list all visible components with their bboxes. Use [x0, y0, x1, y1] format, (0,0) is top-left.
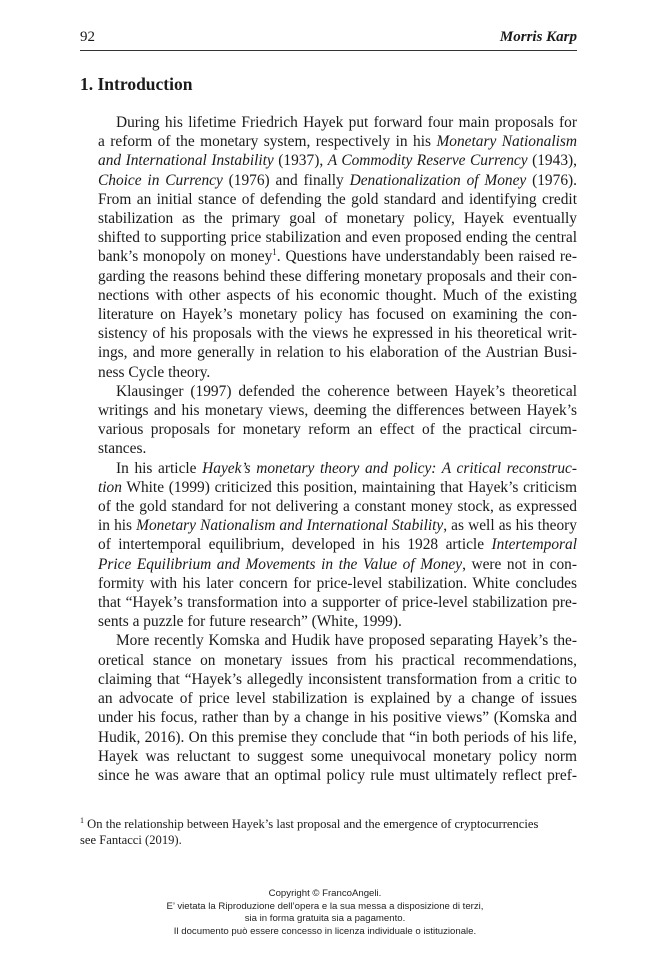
text-line: oretical stance on monetary issues from his practical recommendations, [98, 651, 577, 669]
text-line: More recently Komska and Hudik have proposed separating Hayek’s the- [116, 632, 577, 650]
text-line: of intertemporal equilibrium, developed in his 1928 article Intertemporal [98, 536, 577, 554]
text-line: under his focus, rather than by a change in his positive views” (Komska and [98, 709, 577, 727]
italic-title: tion [98, 478, 122, 496]
text-line: that “Hayek’s transformation into a supporter of price-level stabilization pre- [98, 594, 577, 612]
footnote-line: $^1$ On the relationship between Hayek’s last proposal and the emergence of cryptocurrencies [80, 816, 539, 831]
text-line: During his lifetime Friedrich Hayek put forward four main proposals for [116, 114, 577, 131]
text-line: writings and his monetary views, deeming the differences between Hayek’s [98, 402, 577, 420]
italic-title: A Commodity Reserve Currency [327, 152, 528, 170]
text-line: stances. [98, 440, 147, 458]
copyright-line: sia in forma gratuita sia a pagamento. [244, 913, 406, 924]
section-heading: 1. Introduction [80, 74, 193, 94]
italic-title: Monetary Nationalism [436, 133, 577, 151]
text-line: stabilization as the primary goal of monetary policy, Hayek eventually [98, 210, 577, 228]
text-line: formity with his later concern for price-level stabilization. White concludes [98, 574, 577, 592]
copyright-line: Il documento può essere concesso in licenza individuale o istituzionale. [173, 925, 477, 937]
text-line: bank’s monopoly on money$^1$. Questions have understandably been raised re- [98, 247, 577, 266]
text-line: Hudik, 2016). On this premise they conclude that “in both periods of his life, [98, 728, 577, 746]
text-line: claiming that “Hayek’s allegedly inconsistent transformation from a critic to [98, 670, 577, 688]
text-line: garding the reasons behind these differing monetary proposals and their con- [98, 267, 577, 285]
text-line: various proposals for monetary reform an effect of the practical circum- [98, 421, 577, 439]
text-line: shifted to supporting price stabilization and even proposed ending the central [98, 229, 577, 247]
text-line: Price Equilibrium and Movements in the Value of Money, were not in con- [98, 555, 577, 573]
running-author: Morris Karp [499, 29, 577, 45]
page-number: 92 [80, 29, 95, 45]
body-text [80, 113, 577, 785]
text-line: nections with other aspects of his economic thought. Much of the existing [98, 286, 577, 304]
italic-title: Choice in Currency [98, 171, 223, 189]
running-header [80, 29, 577, 51]
footnote-number: 1 [80, 816, 84, 825]
paragraph [80, 113, 577, 382]
italic-title: Hayek’s monetary theory and policy: A critical reconstruc- [202, 459, 577, 477]
footnote-line: see Fantacci (2019). [80, 833, 182, 847]
text-line: tion White (1999) criticized this position, maintaining that Hayek’s criticism [98, 478, 577, 496]
text-line: From an initial stance of defending the gold standard and identifying credit [98, 190, 577, 208]
copyright-notice [0, 888, 650, 938]
text-line: ings, and more generally in relation to his elaboration of the Austrian Busi- [98, 344, 577, 362]
italic-title: Intertemporal [491, 536, 577, 554]
text-line: an advocate of price level stabilization is explained by a change of issues [98, 690, 577, 708]
text-line: in his Monetary Nationalism and International Stability, as well as his theory [98, 517, 577, 535]
text-line: Klausinger (1997) defended the coherence between Hayek’s theoretical [116, 382, 577, 400]
paragraph [80, 382, 577, 459]
text-line: and International Instability (1937), A Commodity Reserve Currency (1943), [98, 152, 577, 170]
italic-title: Denationalization of Money [349, 171, 527, 189]
copyright-line: E’ vietata la Riproduzione dell’opera e la sua messa a disposizione di terzi, [166, 900, 484, 912]
italic-title: Monetary Nationalism and International Stability [136, 517, 444, 535]
text-line: sistency of his proposals with the views he expressed in his theoretical writ- [98, 325, 577, 343]
text-line: literature on Hayek’s monetary policy has focused on examining the con- [98, 306, 577, 324]
text-line: since he was aware that an optimal policy rule must ultimately reflect pref- [98, 766, 577, 784]
copyright-line: Copyright © FrancoAngeli. [268, 888, 382, 899]
text-line: Choice in Currency (1976) and finally Denationalization of Money (1976). [98, 171, 577, 189]
text-line: ness Cycle theory. [98, 363, 211, 381]
italic-title: and International Instability [98, 152, 274, 170]
paragraph [80, 631, 577, 785]
text-line: Hayek was reluctant to suggest some unequivocal monetary policy norm [98, 747, 577, 765]
footnote-marker: 1 [272, 247, 277, 258]
text-line: sents a puzzle for future research” (White, 1999). [98, 613, 402, 631]
text-line: of the gold standard for not delivering a constant money stock, as expressed [98, 498, 577, 516]
paragraph [80, 459, 577, 632]
text-line: In his article Hayek’s monetary theory and policy: A critical reconstruc- [116, 459, 577, 477]
footnote [80, 816, 577, 848]
header-rule [80, 50, 577, 51]
text-line: a reform of the monetary system, respectively in his Monetary Nationalism [98, 133, 577, 151]
italic-title: Price Equilibrium and Movements in the Value of Money [98, 555, 463, 573]
